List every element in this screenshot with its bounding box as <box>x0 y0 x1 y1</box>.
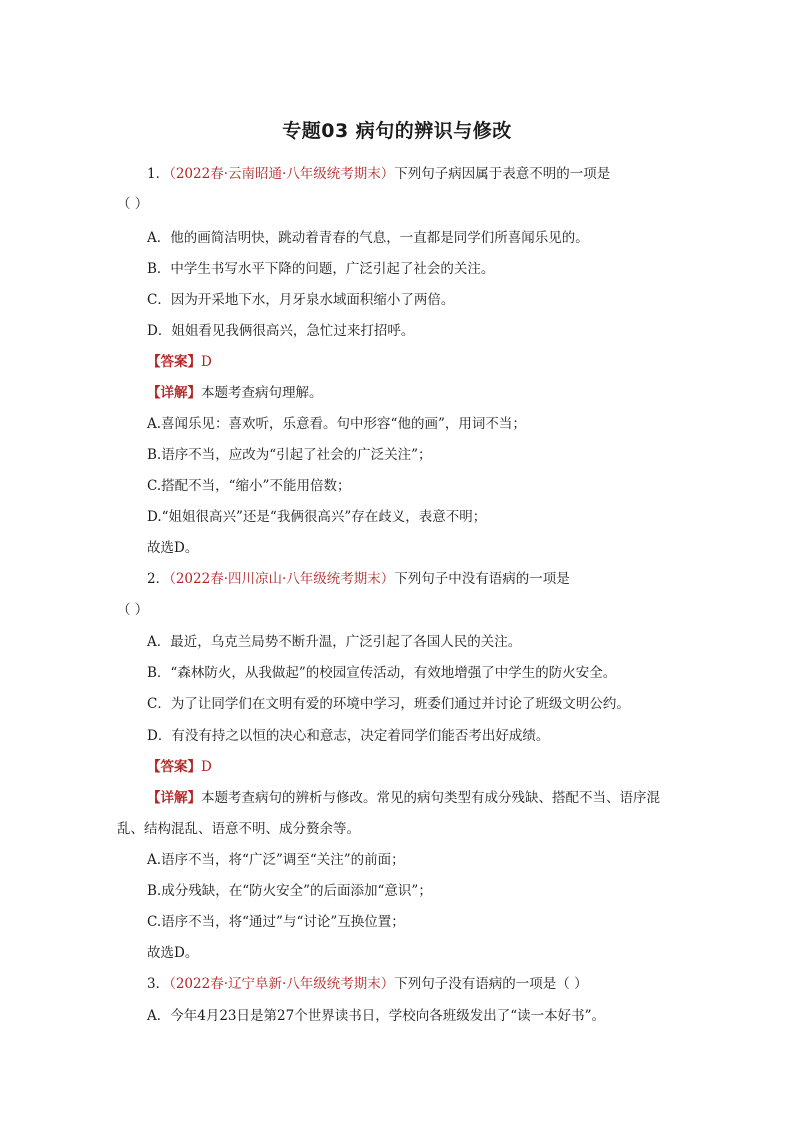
answer-line <box>147 353 212 371</box>
explain-text: 本题考查病句理解。 <box>201 385 323 401</box>
answer-line <box>147 758 212 776</box>
answer-blank: （ ） <box>117 196 149 212</box>
question-1-stem <box>147 165 610 183</box>
note-b: B.成分残缺，在“防火安全”的后面添加“意识”； <box>147 883 432 899</box>
conclusion: 故选D。 <box>147 540 199 556</box>
question-number: 2． <box>147 571 170 587</box>
note-c: C.语序不当，将“通过”与“讨论”互换位置； <box>147 914 405 930</box>
explain-line <box>147 384 323 402</box>
note-c: C.搭配不当，“缩小”不能用倍数； <box>147 478 351 494</box>
page-title: 专题03 病句的辨识与修改 <box>282 120 512 142</box>
question-3-stem <box>147 975 588 993</box>
question-text: 下列句子中没有语病的一项是 <box>394 571 570 587</box>
question-source: （2022春·四川凉山·八年级统考期末） <box>169 571 395 587</box>
answer-value: D <box>201 759 212 775</box>
question-number: 1． <box>147 166 170 182</box>
explain-tag: 【详解】 <box>147 790 201 806</box>
note-b: B.语序不当，应改为“引起了社会的广泛关注”； <box>147 447 432 463</box>
option-a: A．他的画简洁明快，跳动着青春的气息，一直都是同学们所喜闻乐见的。 <box>147 230 589 246</box>
note-a: A.喜闻乐见：喜欢听，乐意看。句中形容“他的画”，用词不当； <box>147 416 526 432</box>
note-d: D.“姐姐很高兴”还是“我俩很高兴”存在歧义，表意不明； <box>147 509 487 525</box>
explain-text: 本题考查病句的辨析与修改。常见的病句类型有成分残缺、搭配不当、语序混 <box>201 790 660 806</box>
explain-continuation: 乱、结构混乱、语意不明、成分赘余等。 <box>117 821 360 837</box>
option-c: C．因为开采地下水，月牙泉水域面积缩小了两倍。 <box>147 292 455 308</box>
conclusion: 故选D。 <box>147 945 199 961</box>
question-text: 下列句子没有语病的一项是（ ） <box>394 976 588 992</box>
option-b: B．中学生书写水平下降的问题，广泛引起了社会的关注。 <box>147 261 495 277</box>
option-a: A．今年4月23日是第27个世界读书日，学校向各班级发出了“读一本好书”。 <box>147 1008 605 1024</box>
option-a: A．最近，乌克兰局势不断升温，广泛引起了各国人民的关注。 <box>147 634 522 650</box>
option-d: D．姐姐看见我俩很高兴，急忙过来打招呼。 <box>147 323 415 339</box>
option-d: D．有没有持之以恒的决心和意志，决定着同学们能否考出好成绩。 <box>147 728 550 744</box>
answer-tag: 【答案】 <box>147 354 201 370</box>
explain-line <box>147 789 660 807</box>
question-source: （2022春·辽宁阜新·八年级统考期末） <box>169 976 395 992</box>
explain-tag: 【详解】 <box>147 385 201 401</box>
question-text: 下列句子病因属于表意不明的一项是 <box>394 166 611 182</box>
option-c: C．为了让同学们在文明有爱的环境中学习，班委们通过并讨论了班级文明公约。 <box>147 696 630 712</box>
option-b: B．“森林防火，从我做起”的校园宣传活动，有效地增强了中学生的防火安全。 <box>147 665 617 681</box>
answer-tag: 【答案】 <box>147 759 201 775</box>
answer-blank: （ ） <box>117 602 149 618</box>
note-a: A.语序不当，将“广泛”调至“关注”的前面； <box>147 852 405 868</box>
question-number: 3． <box>147 976 170 992</box>
answer-value: D <box>201 354 212 370</box>
question-source: （2022春·云南昭通·八年级统考期末） <box>169 166 395 182</box>
question-2-stem <box>147 570 570 588</box>
